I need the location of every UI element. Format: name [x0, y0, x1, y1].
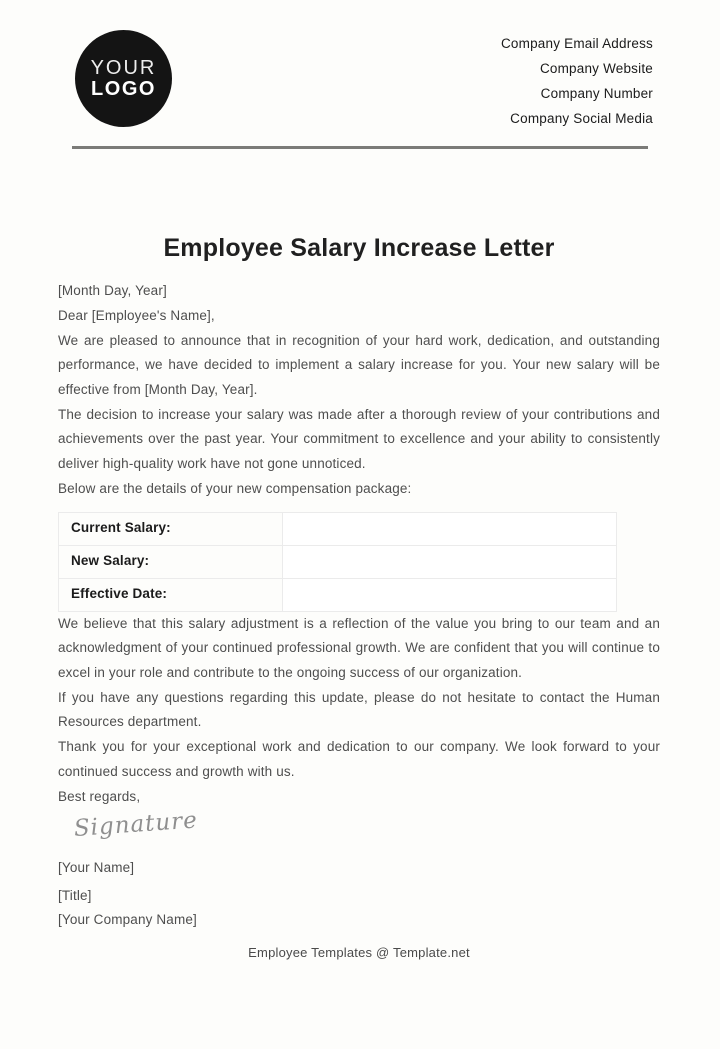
footer-credit: Employee Templates @ Template.net: [248, 945, 470, 961]
letter-title: Employee Salary Increase Letter: [163, 233, 555, 262]
paragraph-announcement: We are pleased to announce that in recognition of your hard work, dedication, and outstanding performance, we have decided to implement a salary increase for you. Your new salary will be effective from [Month Day, Year].: [58, 332, 660, 398]
signer-title: [Title]: [58, 887, 92, 903]
current-salary-label: Current Salary:: [59, 512, 283, 545]
company-number-line: Company Number: [540, 86, 653, 101]
table-row-current-salary: [59, 512, 617, 545]
paragraph-thanks: Thank you for your exceptional work and dedication to our company. We look forward to your continued success and growth with us.: [58, 739, 660, 779]
signoff: Best regards,: [58, 788, 141, 804]
salutation: Dear [Employee's Name],: [58, 307, 215, 323]
company-email-line: Company Email Address: [500, 36, 653, 51]
paragraph-questions: If you have any questions regarding this update, please do not hesitate to contact the Human Resources department.: [58, 689, 660, 730]
signer-name: [Your Name]: [58, 859, 135, 875]
header-divider-rule: [72, 146, 648, 149]
table-row-effective-date: [59, 578, 617, 611]
new-salary-value: [283, 545, 617, 578]
letter-body: [58, 279, 660, 965]
logo-text-logo: LOGO: [91, 77, 156, 100]
paragraph-belief: We believe that this salary adjustment is a reflection of the value you bring to our team and an acknowledgment of your continued professional growth. We are confident that you will continue to excel in your role and contribute to the ongoing success of our organization.: [58, 615, 660, 680]
new-salary-label: New Salary:: [59, 545, 283, 578]
letter-page: [0, 30, 720, 966]
letterhead: [58, 30, 660, 127]
company-logo: [75, 30, 172, 127]
salary-table: [58, 512, 617, 612]
signer-company: [Your Company Name]: [58, 912, 197, 928]
logo-text-your: YOUR: [90, 56, 157, 79]
handwritten-signature: Signature: [73, 807, 199, 843]
company-social-line: Company Social Media: [510, 111, 653, 126]
effective-date-label: Effective Date:: [59, 578, 283, 611]
effective-date-value: [283, 578, 617, 611]
paragraph-details-intro: Below are the details of your new compensation package:: [58, 480, 412, 496]
table-row-new-salary: [59, 545, 617, 578]
date-line: [Month Day, Year]: [58, 283, 167, 299]
company-contact-block: [501, 31, 653, 131]
current-salary-value: [283, 512, 617, 545]
company-website-line: Company Website: [539, 61, 653, 76]
paragraph-decision: The decision to increase your salary was made after a thorough review of your contributions and achievements over the past year. Your commitment to excellence and your ability to consistently deliver high-quality work have not gone unnoticed.: [58, 406, 660, 472]
